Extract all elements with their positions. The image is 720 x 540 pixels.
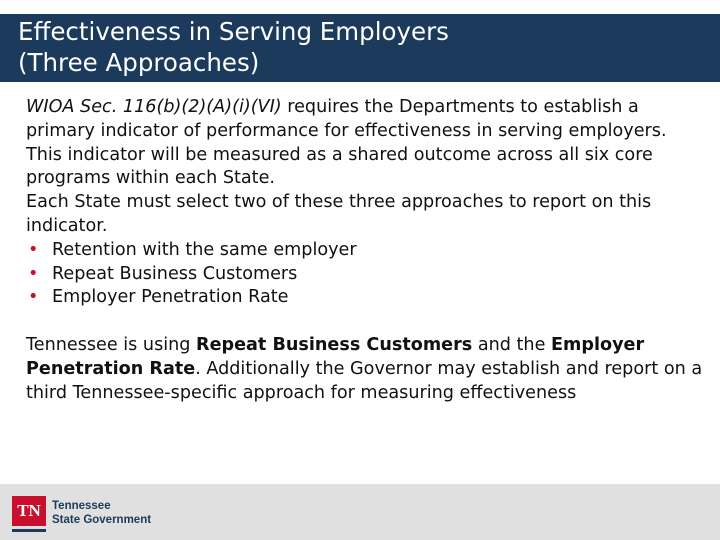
spacer [26, 310, 706, 334]
bullet-icon: • [28, 239, 39, 260]
paragraph-state-select: Each State must select two of these three approaches to report on this indicator. [26, 192, 652, 236]
slide-title-line-2: (Three Approaches) [18, 48, 260, 77]
tennessee-text-2: and the [472, 335, 552, 356]
list-item-label: Retention with the same employer [52, 239, 357, 260]
bullet-icon: • [28, 287, 39, 308]
list-item-label: Employer Penetration Rate [52, 287, 289, 308]
tn-logo-icon: TN [12, 496, 46, 526]
logo-line-1: Tennessee [52, 500, 111, 512]
paragraph-wioa [26, 96, 706, 191]
paragraph-tennessee [26, 334, 706, 405]
tennessee-bold-2: Employer Penetration Rate [26, 335, 645, 379]
list-item [26, 239, 706, 263]
slide-body [26, 96, 706, 406]
list-item-label: Repeat Business Customers [52, 263, 298, 284]
tennessee-bold-1: Repeat Business Customers [196, 335, 473, 356]
logo-text [52, 499, 151, 527]
list-item [26, 263, 706, 287]
logo-line-2: State Government [52, 514, 152, 526]
wioa-citation: WIOA Sec. 116(b)(2)(A)(i)(VI) [26, 97, 282, 117]
title-bar [0, 14, 720, 82]
slide-title [18, 16, 449, 78]
footer [0, 484, 720, 540]
tennessee-text-3: . Additionally the Governor may establish and report on a third Tennessee-specific approach for measuring effectiveness [26, 358, 703, 403]
paragraph-wioa-text: requires the Departments to establish a primary indicator of performance for effectiveness in serving employers. This indicator will be measured as a shared outcome across all six core programs within each State. [26, 97, 667, 189]
tennessee-text-1: Tennessee is using [26, 335, 197, 356]
logo-stripe [12, 529, 46, 532]
list-item [26, 286, 706, 310]
approach-list [26, 239, 706, 310]
tennessee-logo [12, 496, 162, 536]
slide-title-line-1: Effectiveness in Serving Employers [18, 17, 449, 46]
bullet-icon: • [28, 263, 39, 284]
